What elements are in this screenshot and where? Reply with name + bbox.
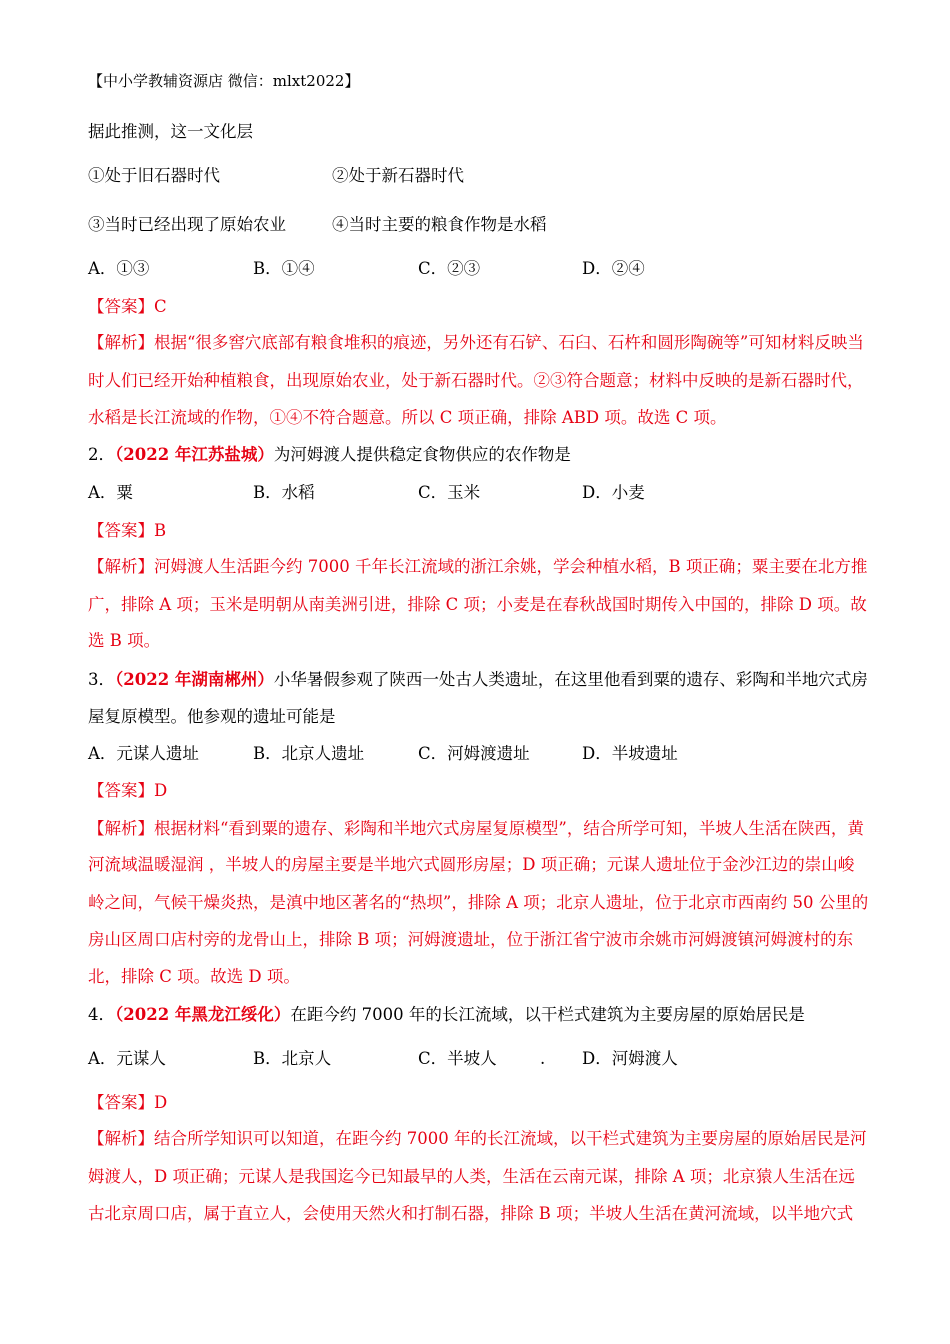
q1-statement: ①处于旧石器时代 bbox=[88, 166, 220, 185]
q4-analysis-line: 古北京周口店，属于直立人，会使用天然火和打制石器，排除 B 项；半坡人生活在黄河流域，以半地穴式 bbox=[88, 1204, 854, 1223]
q3-answer: 【答案】D bbox=[88, 781, 168, 800]
q2-option-b: B．水稻 bbox=[253, 483, 315, 502]
q1-statement: ④当时主要的粮食作物是水稻 bbox=[332, 215, 547, 234]
analysis-label: 【解析】 bbox=[88, 333, 154, 352]
q1-option-c: C．②③ bbox=[418, 259, 481, 278]
q4-answer: 【答案】D bbox=[88, 1093, 168, 1112]
q1-option-a: A．①③ bbox=[88, 259, 150, 278]
q1-answer: 【答案】C bbox=[88, 297, 167, 316]
q1-analysis-line: 水稻是长江流域的作物，①④不符合题意。所以 C 项正确，排除 ABD 项。故选 C 项。 bbox=[88, 408, 727, 427]
q4-analysis-line: 【解析】结合所学知识可以知道，在距今约 7000 年的长江流域，以干栏式建筑为主要房屋的原始居民是河 bbox=[88, 1129, 867, 1148]
q3-stem: 3．（2022 年湖南郴州）小华暑假参观了陕西一处古人类遗址，在这里他看到粟的遗存、彩陶和半地穴式房 bbox=[88, 670, 868, 689]
q3-source: （2022 年湖南郴州） bbox=[115, 670, 274, 689]
q2-analysis-line: 广，排除 A 项；玉米是明朝从南美洲引进，排除 C 项；小麦是在春秋战国时期传入中国的，排除 D 项。故 bbox=[88, 595, 867, 614]
q1-statement: ③当时已经出现了原始农业 bbox=[88, 215, 286, 234]
q1-analysis-line: 【解析】根据“很多窖穴底部有粮食堆积的痕迹，另外还有石铲、石臼、石杵和圆形陶碗等”可知材料反映当 bbox=[88, 333, 864, 352]
q2-option-c: C．玉米 bbox=[418, 483, 481, 502]
q2-analysis-line: 选 B 项。 bbox=[88, 631, 161, 650]
q3-option-c: C．河姆渡遗址 bbox=[418, 744, 530, 763]
q1-stem-tail: 据此推测，这一文化层 bbox=[88, 122, 253, 141]
q3-analysis-line: 岭之间，气候干燥炎热，是滇中地区著名的“热坝”，排除 A 项；北京人遗址，位于北京市西南约 50 公里的 bbox=[88, 893, 869, 912]
q4-analysis-line: 姆渡人，D 项正确；元谋人是我国迄今已知最早的人类，生活在云南元谋，排除 A 项；北京猿人生活在远 bbox=[88, 1167, 855, 1186]
q3-analysis-line: 河流域温暖湿润 ，半坡人的房屋主要是半地穴式圆形房屋；D 项正确；元谋人遗址位于金沙江边的崇山峻 bbox=[88, 855, 855, 874]
analysis-label: 【解析】 bbox=[88, 819, 154, 838]
q4-stem: 4．（2022 年黑龙江绥化）在距今约 7000 年的长江流域，以干栏式建筑为主要房屋的原始居民是 bbox=[88, 1005, 805, 1024]
q4-option-a: A．元谋人 bbox=[88, 1049, 166, 1068]
q3-option-d: D．半坡遗址 bbox=[582, 744, 678, 763]
q3-analysis-line: 北，排除 C 项。故选 D 项。 bbox=[88, 967, 300, 986]
q4-option-b: B．北京人 bbox=[253, 1049, 332, 1068]
q2-option-d: D．小麦 bbox=[582, 483, 645, 502]
q3-analysis-line: 【解析】根据材料“看到粟的遗存、彩陶和半地穴式房屋复原模型”，结合所学可知，半坡人生活在陕西，黄 bbox=[88, 819, 864, 838]
analysis-label: 【解析】 bbox=[88, 1129, 154, 1148]
page-header: 【中小学教辅资源店 微信：mlxt2022】 bbox=[88, 72, 360, 90]
analysis-label: 【解析】 bbox=[88, 557, 154, 576]
q2-answer: 【答案】B bbox=[88, 521, 167, 540]
q2-analysis-line: 【解析】河姆渡人生活距今约 7000 千年长江流域的浙江余姚，学会种植水稻，B 项正确；粟主要在北方推 bbox=[88, 557, 868, 576]
q4-option-c: C．半坡人 bbox=[418, 1049, 497, 1068]
q1-option-d: D．②④ bbox=[582, 259, 645, 278]
q1-analysis-line: 时人们已经开始种植粮食，出现原始农业，处于新石器时代。②③符合题意；材料中反映的是新石器时代， bbox=[88, 371, 864, 390]
q3-analysis-line: 房山区周口店村旁的龙骨山上，排除 B 项；河姆渡遗址，位于浙江省宁波市余姚市河姆渡镇河姆渡村的东 bbox=[88, 930, 854, 949]
q1-option-b: B．①④ bbox=[253, 259, 315, 278]
stray-dot: . bbox=[540, 1049, 546, 1068]
q4-option-d: D．河姆渡人 bbox=[582, 1049, 678, 1068]
q2-stem: 2．（2022 年江苏盐城）为河姆渡人提供稳定食物供应的农作物是 bbox=[88, 445, 571, 464]
q2-option-a: A．粟 bbox=[88, 483, 133, 502]
q3-stem-line: 屋复原模型。他参观的遗址可能是 bbox=[88, 707, 336, 726]
q4-source: （2022 年黑龙江绥化） bbox=[115, 1005, 291, 1024]
q3-option-a: A．元谋人遗址 bbox=[88, 744, 199, 763]
q3-option-b: B．北京人遗址 bbox=[253, 744, 365, 763]
q1-statement: ②处于新石器时代 bbox=[332, 166, 464, 185]
q2-source: （2022 年江苏盐城） bbox=[115, 445, 274, 464]
